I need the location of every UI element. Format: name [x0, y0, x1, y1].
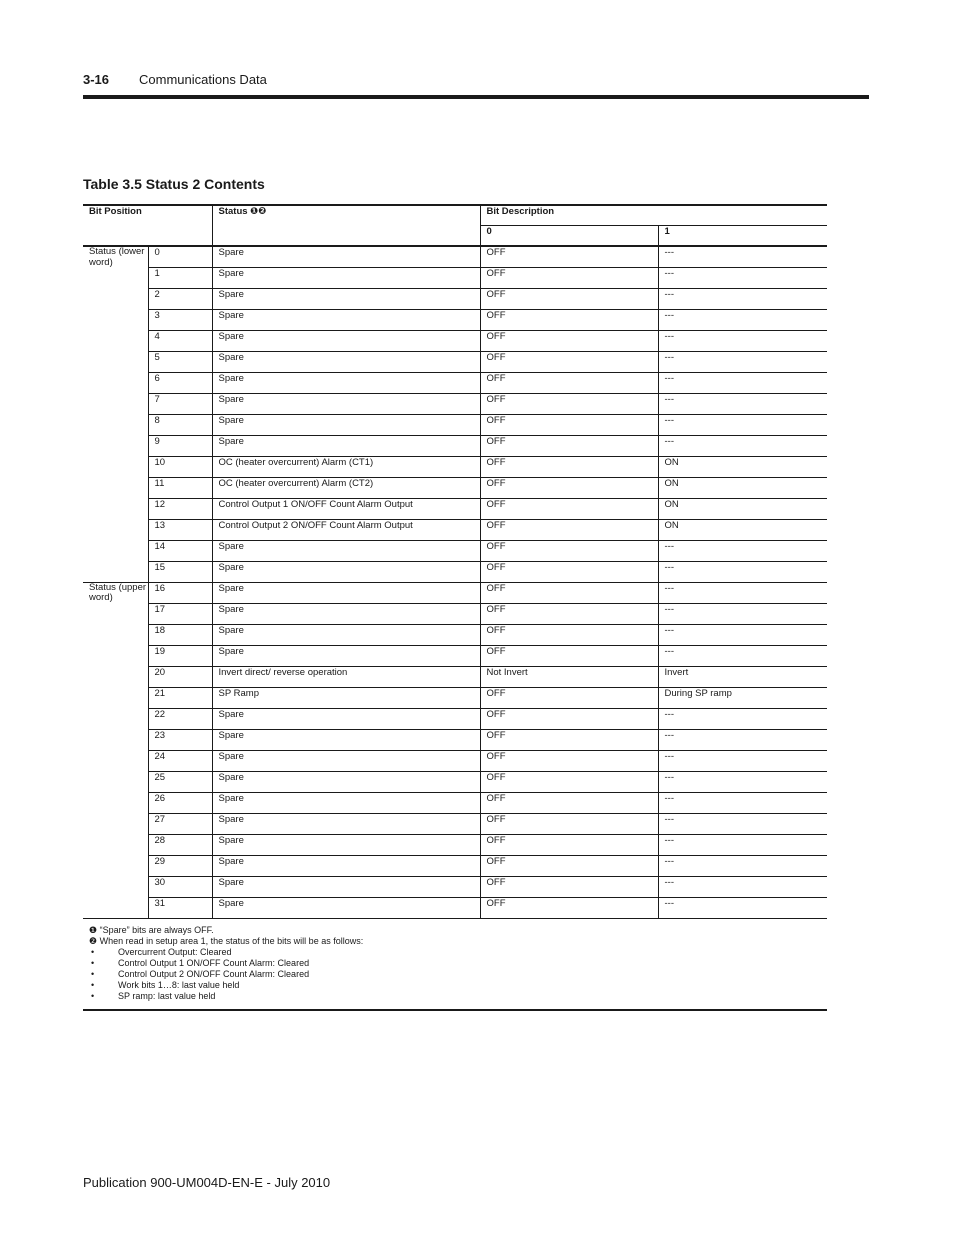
value-zero-cell: OFF: [480, 603, 658, 624]
value-one-cell: ---: [658, 393, 827, 414]
value-zero-cell: OFF: [480, 435, 658, 456]
value-one-cell: ---: [658, 309, 827, 330]
table-row: [83, 477, 827, 498]
table-row: [83, 351, 827, 372]
value-one-cell: ---: [658, 372, 827, 393]
value-zero-cell: OFF: [480, 561, 658, 582]
table-row: [83, 750, 827, 771]
table-row: [83, 792, 827, 813]
value-one-cell: ---: [658, 435, 827, 456]
value-zero-cell: OFF: [480, 729, 658, 750]
bit-cell: 8: [148, 414, 212, 435]
value-zero-cell: OFF: [480, 897, 658, 918]
status-cell: Spare: [212, 876, 480, 897]
value-zero-cell: OFF: [480, 288, 658, 309]
bit-cell: 24: [148, 750, 212, 771]
value-one-cell: ---: [658, 771, 827, 792]
bit-cell: 4: [148, 330, 212, 351]
bit-cell: 12: [148, 498, 212, 519]
status-cell: Spare: [212, 792, 480, 813]
status-cell: Spare: [212, 855, 480, 876]
value-one-cell: ---: [658, 750, 827, 771]
bit-cell: 16: [148, 582, 212, 603]
value-zero-cell: Not Invert: [480, 666, 658, 687]
group-label: Status (upper word): [83, 582, 148, 918]
bit-cell: 23: [148, 729, 212, 750]
status-cell: Spare: [212, 834, 480, 855]
bit-cell: 31: [148, 897, 212, 918]
value-one-cell: ---: [658, 288, 827, 309]
bit-position-header: Bit Position: [83, 205, 212, 246]
header-rule: [83, 95, 869, 99]
bit-cell: 14: [148, 540, 212, 561]
status-cell: Control Output 1 ON/OFF Count Alarm Output: [212, 498, 480, 519]
status-cell: Control Output 2 ON/OFF Count Alarm Output: [212, 519, 480, 540]
table-row: [83, 876, 827, 897]
bit-cell: 20: [148, 666, 212, 687]
bit-cell: 27: [148, 813, 212, 834]
footnote-bullet-text: Control Output 2 ON/OFF Count Alarm: Cleared: [118, 969, 310, 979]
value-zero-cell: OFF: [480, 309, 658, 330]
status-cell: Invert direct/ reverse operation: [212, 666, 480, 687]
value-one-header: 1: [658, 225, 827, 246]
bit-cell: 28: [148, 834, 212, 855]
status-cell: Spare: [212, 246, 480, 267]
status-table: [83, 204, 827, 919]
value-zero-cell: OFF: [480, 330, 658, 351]
status-cell: Spare: [212, 771, 480, 792]
footnote-bullet-item: [89, 980, 827, 991]
value-one-cell: ---: [658, 414, 827, 435]
bit-cell: 18: [148, 624, 212, 645]
footnote-bullet-item: [89, 969, 827, 980]
page-header: [83, 72, 869, 92]
value-one-cell: ON: [658, 498, 827, 519]
status-cell: Spare: [212, 288, 480, 309]
section-title: Communications Data: [139, 72, 267, 87]
value-zero-cell: OFF: [480, 582, 658, 603]
status-header: Status ❶❷: [212, 205, 480, 246]
value-zero-cell: OFF: [480, 771, 658, 792]
table-row: [83, 561, 827, 582]
value-zero-cell: OFF: [480, 456, 658, 477]
status-cell: OC (heater overcurrent) Alarm (CT1): [212, 456, 480, 477]
table-row: [83, 666, 827, 687]
bit-cell: 17: [148, 603, 212, 624]
footnote-2: ❷ When read in setup area 1, the status of the bits will be as follows:: [89, 936, 364, 946]
value-zero-cell: OFF: [480, 498, 658, 519]
bit-cell: 25: [148, 771, 212, 792]
table-row: [83, 603, 827, 624]
status-cell: Spare: [212, 414, 480, 435]
table-caption: Table 3.5 Status 2 Contents: [83, 176, 265, 192]
value-one-cell: ---: [658, 729, 827, 750]
table-header-row: [83, 205, 827, 225]
value-one-cell: ---: [658, 582, 827, 603]
value-zero-cell: OFF: [480, 687, 658, 708]
value-one-cell: ---: [658, 351, 827, 372]
table-row: [83, 498, 827, 519]
footnote-bullet-text: Work bits 1…8: last value held: [118, 980, 240, 990]
value-one-cell: ---: [658, 330, 827, 351]
bullet-icon: •: [91, 980, 95, 990]
status-cell: Spare: [212, 372, 480, 393]
status-cell: Spare: [212, 813, 480, 834]
bit-cell: 19: [148, 645, 212, 666]
table-row: [83, 372, 827, 393]
table-row: [83, 582, 827, 603]
status-cell: Spare: [212, 708, 480, 729]
bit-cell: 26: [148, 792, 212, 813]
value-zero-cell: OFF: [480, 519, 658, 540]
value-zero-cell: OFF: [480, 414, 658, 435]
footnote-bullet-item: [89, 991, 827, 1002]
status-cell: Spare: [212, 897, 480, 918]
page-footer: Publication 900-UM004D-EN-E - July 2010: [83, 1175, 331, 1190]
bit-cell: 2: [148, 288, 212, 309]
footnote-bullet-item: [89, 947, 827, 958]
status-cell: Spare: [212, 309, 480, 330]
value-one-cell: ---: [658, 540, 827, 561]
value-zero-cell: OFF: [480, 624, 658, 645]
table-row: [83, 246, 827, 267]
bullet-icon: •: [91, 991, 95, 1001]
table-row: [83, 771, 827, 792]
bit-cell: 6: [148, 372, 212, 393]
status-cell: Spare: [212, 351, 480, 372]
value-one-cell: ---: [658, 708, 827, 729]
table-row: [83, 393, 827, 414]
bit-cell: 3: [148, 309, 212, 330]
status-cell: Spare: [212, 540, 480, 561]
table-row: [83, 456, 827, 477]
value-one-cell: Invert: [658, 666, 827, 687]
value-one-cell: ---: [658, 267, 827, 288]
bit-cell: 30: [148, 876, 212, 897]
table-row: [83, 309, 827, 330]
bullet-icon: •: [91, 958, 95, 968]
value-one-cell: ---: [658, 561, 827, 582]
value-one-cell: ---: [658, 603, 827, 624]
value-one-cell: During SP ramp: [658, 687, 827, 708]
value-zero-cell: OFF: [480, 876, 658, 897]
status-cell: Spare: [212, 330, 480, 351]
footnote-bullet-list: [83, 947, 827, 1002]
bullet-icon: •: [91, 969, 95, 979]
table-row: [83, 330, 827, 351]
status-cell: Spare: [212, 561, 480, 582]
status-cell: Spare: [212, 435, 480, 456]
value-zero-cell: OFF: [480, 645, 658, 666]
value-zero-cell: OFF: [480, 834, 658, 855]
table-notes: [83, 925, 827, 1002]
value-zero-cell: OFF: [480, 267, 658, 288]
table-row: [83, 435, 827, 456]
value-zero-cell: OFF: [480, 393, 658, 414]
table-row: [83, 687, 827, 708]
table-row: [83, 540, 827, 561]
table-row: [83, 645, 827, 666]
bit-cell: 1: [148, 267, 212, 288]
value-one-cell: ---: [658, 624, 827, 645]
value-one-cell: ---: [658, 834, 827, 855]
status-cell: Spare: [212, 582, 480, 603]
value-zero-cell: OFF: [480, 750, 658, 771]
value-zero-cell: OFF: [480, 246, 658, 267]
bit-cell: 11: [148, 477, 212, 498]
table-row: [83, 855, 827, 876]
footnote-1: ❶ “Spare” bits are always OFF.: [89, 925, 214, 935]
status-cell: Spare: [212, 729, 480, 750]
value-zero-cell: OFF: [480, 351, 658, 372]
bit-cell: 0: [148, 246, 212, 267]
table-row: [83, 729, 827, 750]
bit-cell: 9: [148, 435, 212, 456]
bit-cell: 5: [148, 351, 212, 372]
table-row: [83, 813, 827, 834]
table-row: [83, 897, 827, 918]
value-one-cell: ---: [658, 855, 827, 876]
bit-cell: 15: [148, 561, 212, 582]
footnote-bullet-text: Overcurrent Output: Cleared: [118, 947, 232, 957]
status-cell: Spare: [212, 750, 480, 771]
bullet-icon: •: [91, 947, 95, 957]
page-number: 3-16: [83, 72, 110, 87]
notes-rule: [83, 1009, 827, 1011]
value-one-cell: ---: [658, 897, 827, 918]
table-row: [83, 624, 827, 645]
value-zero-cell: OFF: [480, 792, 658, 813]
bit-cell: 10: [148, 456, 212, 477]
status-cell: Spare: [212, 645, 480, 666]
table-row: [83, 288, 827, 309]
value-one-cell: ---: [658, 792, 827, 813]
value-zero-cell: OFF: [480, 477, 658, 498]
value-one-cell: ---: [658, 246, 827, 267]
footnote-bullet-item: [89, 958, 827, 969]
table-row: [83, 267, 827, 288]
value-zero-cell: OFF: [480, 540, 658, 561]
status-cell: Spare: [212, 393, 480, 414]
value-zero-cell: OFF: [480, 372, 658, 393]
value-zero-header: 0: [480, 225, 658, 246]
table-body: [83, 246, 827, 918]
footnote-bullet-text: Control Output 1 ON/OFF Count Alarm: Cleared: [118, 958, 310, 968]
status-cell: Spare: [212, 603, 480, 624]
table-row: [83, 834, 827, 855]
bit-cell: 13: [148, 519, 212, 540]
value-one-cell: ON: [658, 519, 827, 540]
bit-cell: 22: [148, 708, 212, 729]
table-row: [83, 414, 827, 435]
status-cell: Spare: [212, 267, 480, 288]
status-cell: SP Ramp: [212, 687, 480, 708]
status-cell: Spare: [212, 624, 480, 645]
value-zero-cell: OFF: [480, 855, 658, 876]
bit-cell: 21: [148, 687, 212, 708]
group-label: Status (lower word): [83, 246, 148, 582]
value-one-cell: ON: [658, 456, 827, 477]
value-zero-cell: OFF: [480, 708, 658, 729]
value-one-cell: ---: [658, 876, 827, 897]
value-one-cell: ON: [658, 477, 827, 498]
bit-description-header: Bit Description: [480, 205, 827, 225]
value-one-cell: ---: [658, 645, 827, 666]
status-cell: OC (heater overcurrent) Alarm (CT2): [212, 477, 480, 498]
bit-cell: 29: [148, 855, 212, 876]
value-one-cell: ---: [658, 813, 827, 834]
footnote-bullet-text: SP ramp: last value held: [118, 991, 216, 1001]
table-row: [83, 708, 827, 729]
bit-cell: 7: [148, 393, 212, 414]
value-zero-cell: OFF: [480, 813, 658, 834]
table-row: [83, 519, 827, 540]
